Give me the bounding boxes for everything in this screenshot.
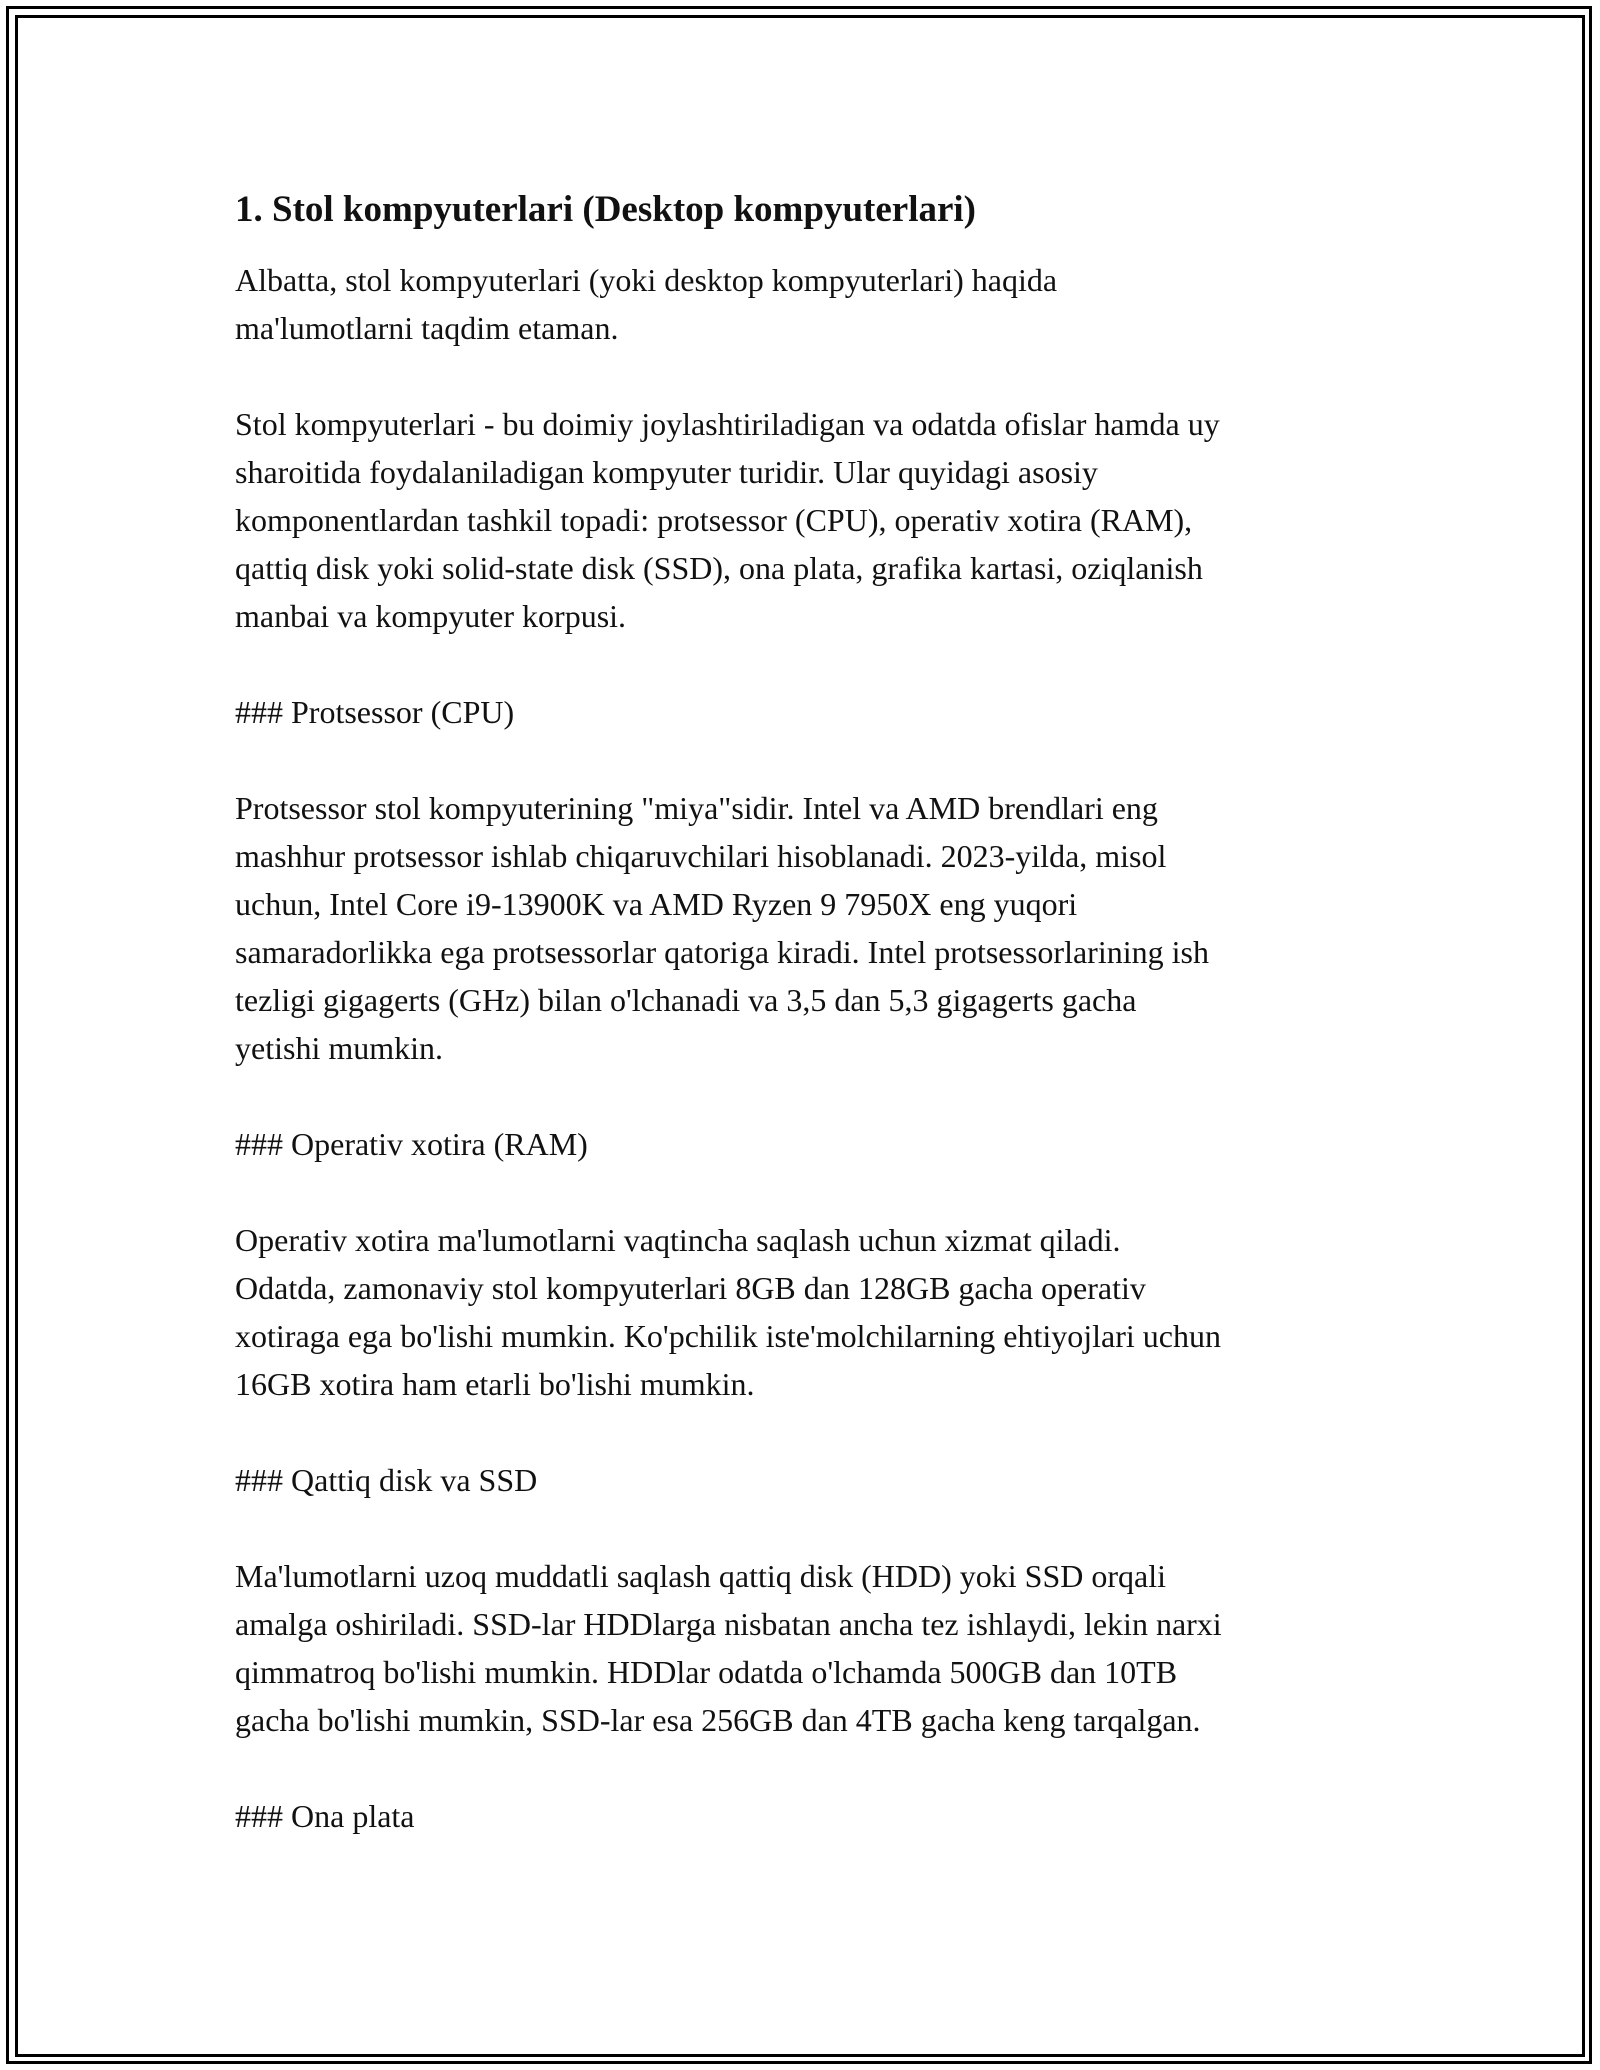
document-title: 1. Stol kompyuterlari (Desktop kompyuterlari)	[235, 189, 976, 230]
section-heading-storage: ### Qattiq disk va SSD	[235, 1462, 538, 1498]
document-body	[235, 186, 1385, 1888]
overview-paragraph: Stol kompyuterlari - bu doimiy joylashtiriladigan va odatda ofislar hamda uy sharoitida foydalaniladigan kompyuter turidir. Ular quyidagi asosiy komponentlardan tashkil topadi: protsessor (CPU), operativ xotira (RAM), qattiq disk yoki solid-state disk (SSD), ona plata, grafika kartasi, oziqlanish manbai va kompyuter korpusi.	[235, 406, 1220, 634]
section-body-storage: Ma'lumotlarni uzoq muddatli saqlash qattiq disk (HDD) yoki SSD orqali amalga oshiriladi. SSD-lar HDDlarga nisbatan ancha tez ishlaydi, lekin narxi qimmatroq bo'lishi mumkin. HDDlar odatda o'lchamda 500GB dan 10TB gacha bo'lishi mumkin, SSD-lar esa 256GB dan 4TB gacha keng tarqalgan.	[235, 1558, 1222, 1738]
section-heading-cpu: ### Protsessor (CPU)	[235, 694, 515, 730]
section-heading-ram: ### Operativ xotira (RAM)	[235, 1126, 588, 1162]
intro-paragraph: Albatta, stol kompyuterlari (yoki desktop kompyuterlari) haqida ma'lumotlarni taqdim etaman.	[235, 262, 1058, 346]
section-body-ram: Operativ xotira ma'lumotlarni vaqtincha saqlash uchun xizmat qiladi. Odatda, zamonaviy stol kompyuterlari 8GB dan 128GB gacha operativ xotiraga ega bo'lishi mumkin. Ko'pchilik iste'molchilarning ehtiyojlari uchun 16GB xotira ham etarli bo'lishi mumkin.	[235, 1222, 1221, 1402]
section-body-cpu: Protsessor stol kompyuterining "miya"sidir. Intel va AMD brendlari eng mashhur protsessor ishlab chiqaruvchilari hisoblanadi. 2023-yilda, misol uchun, Intel Core i9-13900K va AMD Ryzen 9 7950X eng yuqori samaradorlikka ega protsessorlar qatoriga kiradi. Intel protsessorlarining ish tezligi gigagerts (GHz) bilan o'lchanadi va 3,5 dan 5,3 gigagerts gacha yetishi mumkin.	[235, 790, 1209, 1066]
section-heading-motherboard: ### Ona plata	[235, 1798, 415, 1834]
